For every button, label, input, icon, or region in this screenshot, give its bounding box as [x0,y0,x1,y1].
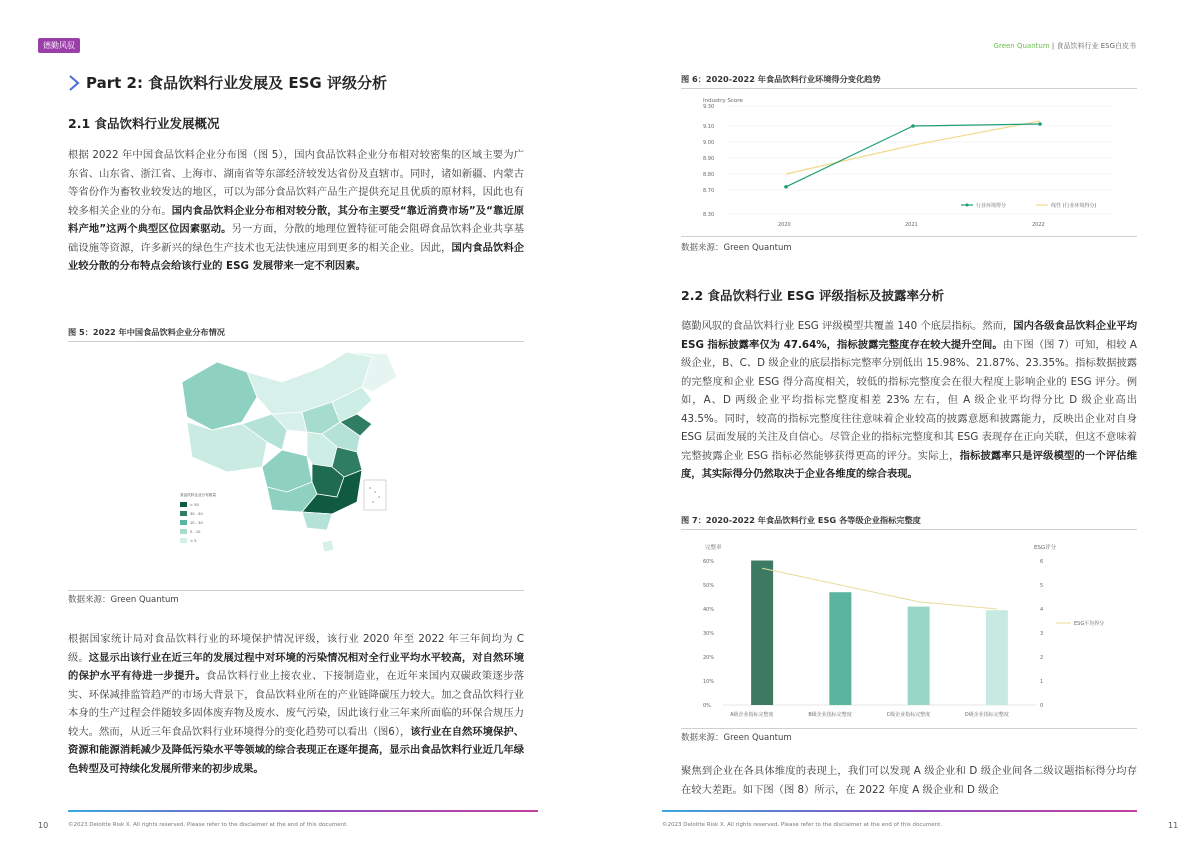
legend-label-3: 10 - 30 [190,521,203,525]
paragraph-environment [68,630,524,778]
fig5-caption: 图 5：2022 年中国食品饮料企业分布情况 [68,327,225,337]
part-title: Part 2: 食品饮料行业发展及 ESG 评级分析 [86,74,387,92]
footer-bar [662,810,1137,812]
fig6-legend-marker [966,204,969,207]
fig7-ytick-right: 2 [1040,655,1044,661]
fig6-source: 数据来源：Green Quantum [681,243,792,253]
divider [68,590,524,591]
para2-text: 根据国家统计局对食品饮料行业的环境保护情况评级，该行业 2020 年至 2022 年三年间均为 C 级。 [68,633,524,664]
doc-title: 食品饮料行业 ESG白皮书 [1056,42,1136,50]
fig7-ytick-left: 30% [703,631,715,637]
fig6-legend [961,202,1097,209]
fig7-ytick-right: 4 [1040,607,1044,613]
fig6-series-line [786,121,1040,174]
para3-text2: 由下图（图 7）可知，相较 A 级企业，B、C、D 级企业的底层指标完整率分别低出 15.98%、21.87%、23.35%。指标数据披露的完整度和企业 ESG 得分高度相关，较低的指标完整度会在很大程度上影响企业的 ESG 评分。例如，A、D 两级企业平均指标完整度相差 23% 左右，但 A 级企业平均得分比 D 级企业高出 43.5%。同时，较高的指标完整度往往意味着企业较高的披露意愿和披露能力，反映出企业对自身 ESG 层面发展的关注及自信心。尽管企业的指标完整度和其 ESG 表现存在正向关联，但这不意味着完整披露企业 ESG 指标必然能够获得更高的评分。实际上， [681,338,1137,462]
fig7-xtick: D级企业指标完整度 [964,712,1009,718]
map-region-guangxi [302,512,332,530]
brand-separator: | [1051,42,1055,50]
fig7-ylabel-left: 完整率 [705,545,722,551]
south-sea-inset [364,480,386,510]
paragraph-indicators [681,317,1137,484]
legend-swatch-4 [180,529,187,534]
paragraph-dimensions: 聚焦到企业在各具体维度的表现上，我们可以发现 A 级企业和 D 级企业间各二级议题指标得分均存在较大差距。如下图（图 8）所示，在 2022 年度 A 级企业和 D 级企 [681,765,1137,796]
fig7-ytick-right: 0 [1040,703,1044,709]
fig6-ytick: 8.70 [703,188,715,194]
fig7-ytick-right: 3 [1040,631,1044,637]
fig7-ytick-right: 5 [1040,583,1044,589]
fig7-ytick-right: 1 [1040,679,1044,685]
para2-bold: 这显示出该行业在近三年的发展过程中对环境的污染情况相对全行业平均水平较高，对自然环境的保护水平有待进一步提升。 [68,651,525,682]
legend-label-2: 30 - 50 [190,512,203,516]
para3-text: 德勤风驭的食品饮料行业 ESG 评级模型共覆盖 140 个底层指标。然而， [681,320,1014,332]
fig7-ylabel-right: ESG评分 [1034,545,1057,551]
fig6-caption: 图 6：2020-2022 年食品饮料行业环境得分变化趋势 [681,74,881,84]
fig6-point [784,185,788,189]
para3-bold: 国内各级食品饮料企业平均 ESG 指标披露率仅为 47.64%，指标披露完整度存在较大提升空间。 [681,320,1137,351]
paragraph-distribution [68,146,524,276]
para1-text: 根据 2022 年中国食品饮料企业分布图（图 5），国内食品饮料企业分布相对较密集的区域主要为广东省、山东省、浙江省、上海市、湖南省等东部经济较发达省份及直辖市。同时，诸如新疆、内蒙古等省份作为畜牧业较发达的地区，可以为部分食品饮料产品生产提供充足且优质的原材料，因此也有较多相关企业的分布。 [68,149,524,217]
divider [681,236,1137,237]
para1-bold: 国内食品饮料企业分布相对较分散，其分布主要受“靠近消费市场”及“靠近原料产地”这两个典型区位因素驱动。 [68,204,524,235]
fig7-ytick-left: 50% [703,583,715,589]
fig7-ytick-left: 20% [703,655,715,661]
fig6-xtick: 2022 [1032,222,1045,228]
fig7-bar [908,607,930,705]
fig7-ytick-right: 6 [1040,559,1044,565]
fig6-ytick: 9.30 [703,104,715,110]
fig7-xtick: C级企业指标完整度 [886,712,931,718]
page-number-right: 11 [1168,821,1179,830]
fig6-legend-label: 行业环境得分 [976,203,1007,209]
fig6-ytick: 9.10 [703,124,715,130]
legend-label-4: 5 - 10 [190,530,201,534]
fig7-ytick-left: 10% [703,679,715,685]
header-brand [994,41,1136,51]
fig6-ytick: 8.90 [703,156,715,162]
section-tag: 德勤风驭 [38,38,80,53]
fig7-source: 数据来源：Green Quantum [681,733,792,743]
part-heading [68,72,387,93]
china-map [172,352,402,582]
para2-text2: 食品饮料行业上接农业、下接制造业，在近年来国内双碳政策逐步落实、环保减排监管趋严的市场大背景下，食品饮料业所在的产业链降碳压力较大。加之食品饮料行业本身的生产过程会伴随较多固体废弃物及废水、废气污染，因此该行业三年来所面临的环保合规压力较大。然而，从近三年食品饮料行业环境得分的变化趋势可以看出（图6）， [68,670,525,738]
legend-swatch-1 [180,502,187,507]
fig7-bar [986,610,1008,705]
fig6-point [1038,122,1042,126]
legend-label-5: < 5 [190,539,197,543]
footer-right: ©2023 Deloitte Risk X. All rights reserved. Please refer to the disclaimer at the end of this document. [662,822,942,828]
legend-swatch-2 [180,511,187,516]
fig7-bar [751,561,773,705]
map-region-xinjiang [182,362,257,430]
para1-bold2: 国内食品饮料企业较分散的分布特点会给该行业的 ESG 发展带来一定不利因素。 [68,241,525,272]
fig7-ytick-left: 40% [703,607,715,613]
fig6-ytick: 8.30 [703,212,715,218]
map-region-hainan [322,540,334,552]
para3-bold2: 指标披露率只是评级模型的一个评估维度，其实际得分仍然取决于企业各维度的综合表现。 [681,449,1137,480]
section-title-2-1: 2.1 食品饮料行业发展概况 [68,116,220,131]
fig7-caption: 图 7：2020-2022 年食品饮料行业 ESG 各等级企业指标完整度 [681,515,921,525]
divider [68,341,524,342]
para1-text2: 另一方面，分散的地理位置特征可能会阻碍食品饮料企业共享基础设施等资源，许多新兴的绿色生产技术也无法快速应用到更多的相关企业。因此， [68,223,524,254]
fig5-source: 数据来源：Green Quantum [68,595,179,605]
fig6-legend-label: 线性 (行业环境得分) [1051,203,1097,209]
fig6-ylabel: Industry Score [703,98,743,104]
fig7-ytick-left: 60% [703,559,715,565]
section-title-2-2: 2.2 食品饮料行业 ESG 评级指标及披露率分析 [681,288,945,303]
legend-label-1: > 50 [190,503,199,507]
chevron-right-icon [68,75,80,91]
legend-swatch-3 [180,520,187,525]
fig6-series-line [786,124,1040,187]
legend-title: 食品饮料企业分布数量 [180,493,216,497]
divider [681,529,1137,530]
fig6-xtick: 2020 [778,222,791,228]
fig7-legend-label: ESG平均得分 [1074,621,1105,627]
divider [681,88,1137,89]
fig7-xtick: B级企业指标完整度 [808,712,852,718]
fig7-esg-line [762,568,997,609]
brand-name: Green Quantum [993,42,1050,50]
fig7-bar-chart [681,533,1137,725]
fig6-point [911,124,915,128]
fig6-ytick: 9.00 [703,140,715,146]
divider [681,728,1137,729]
legend-swatch-5 [180,538,187,543]
fig6-xtick: 2021 [905,222,918,228]
para2-bold2: 该行业在自然环境保护、资源和能源消耗减少及降低污染水平等领域的综合表现正在逐年提高，显示出食品饮料行业近几年绿色转型及可持续化发展所带来的初步成果。 [68,725,525,775]
fig6-ytick: 8.80 [703,172,715,178]
fig7-ytick-left: 0% [703,703,711,709]
page-number-left: 10 [38,821,49,830]
fig7-xtick: A级企业指标完整度 [730,712,774,718]
fig6-line-chart [681,92,1137,232]
fig7-bar [829,592,851,705]
footer-bar [68,810,538,812]
footer-left: ©2023 Deloitte Risk X. All rights reserved. Please refer to the disclaimer at the end of this document. [68,822,348,828]
